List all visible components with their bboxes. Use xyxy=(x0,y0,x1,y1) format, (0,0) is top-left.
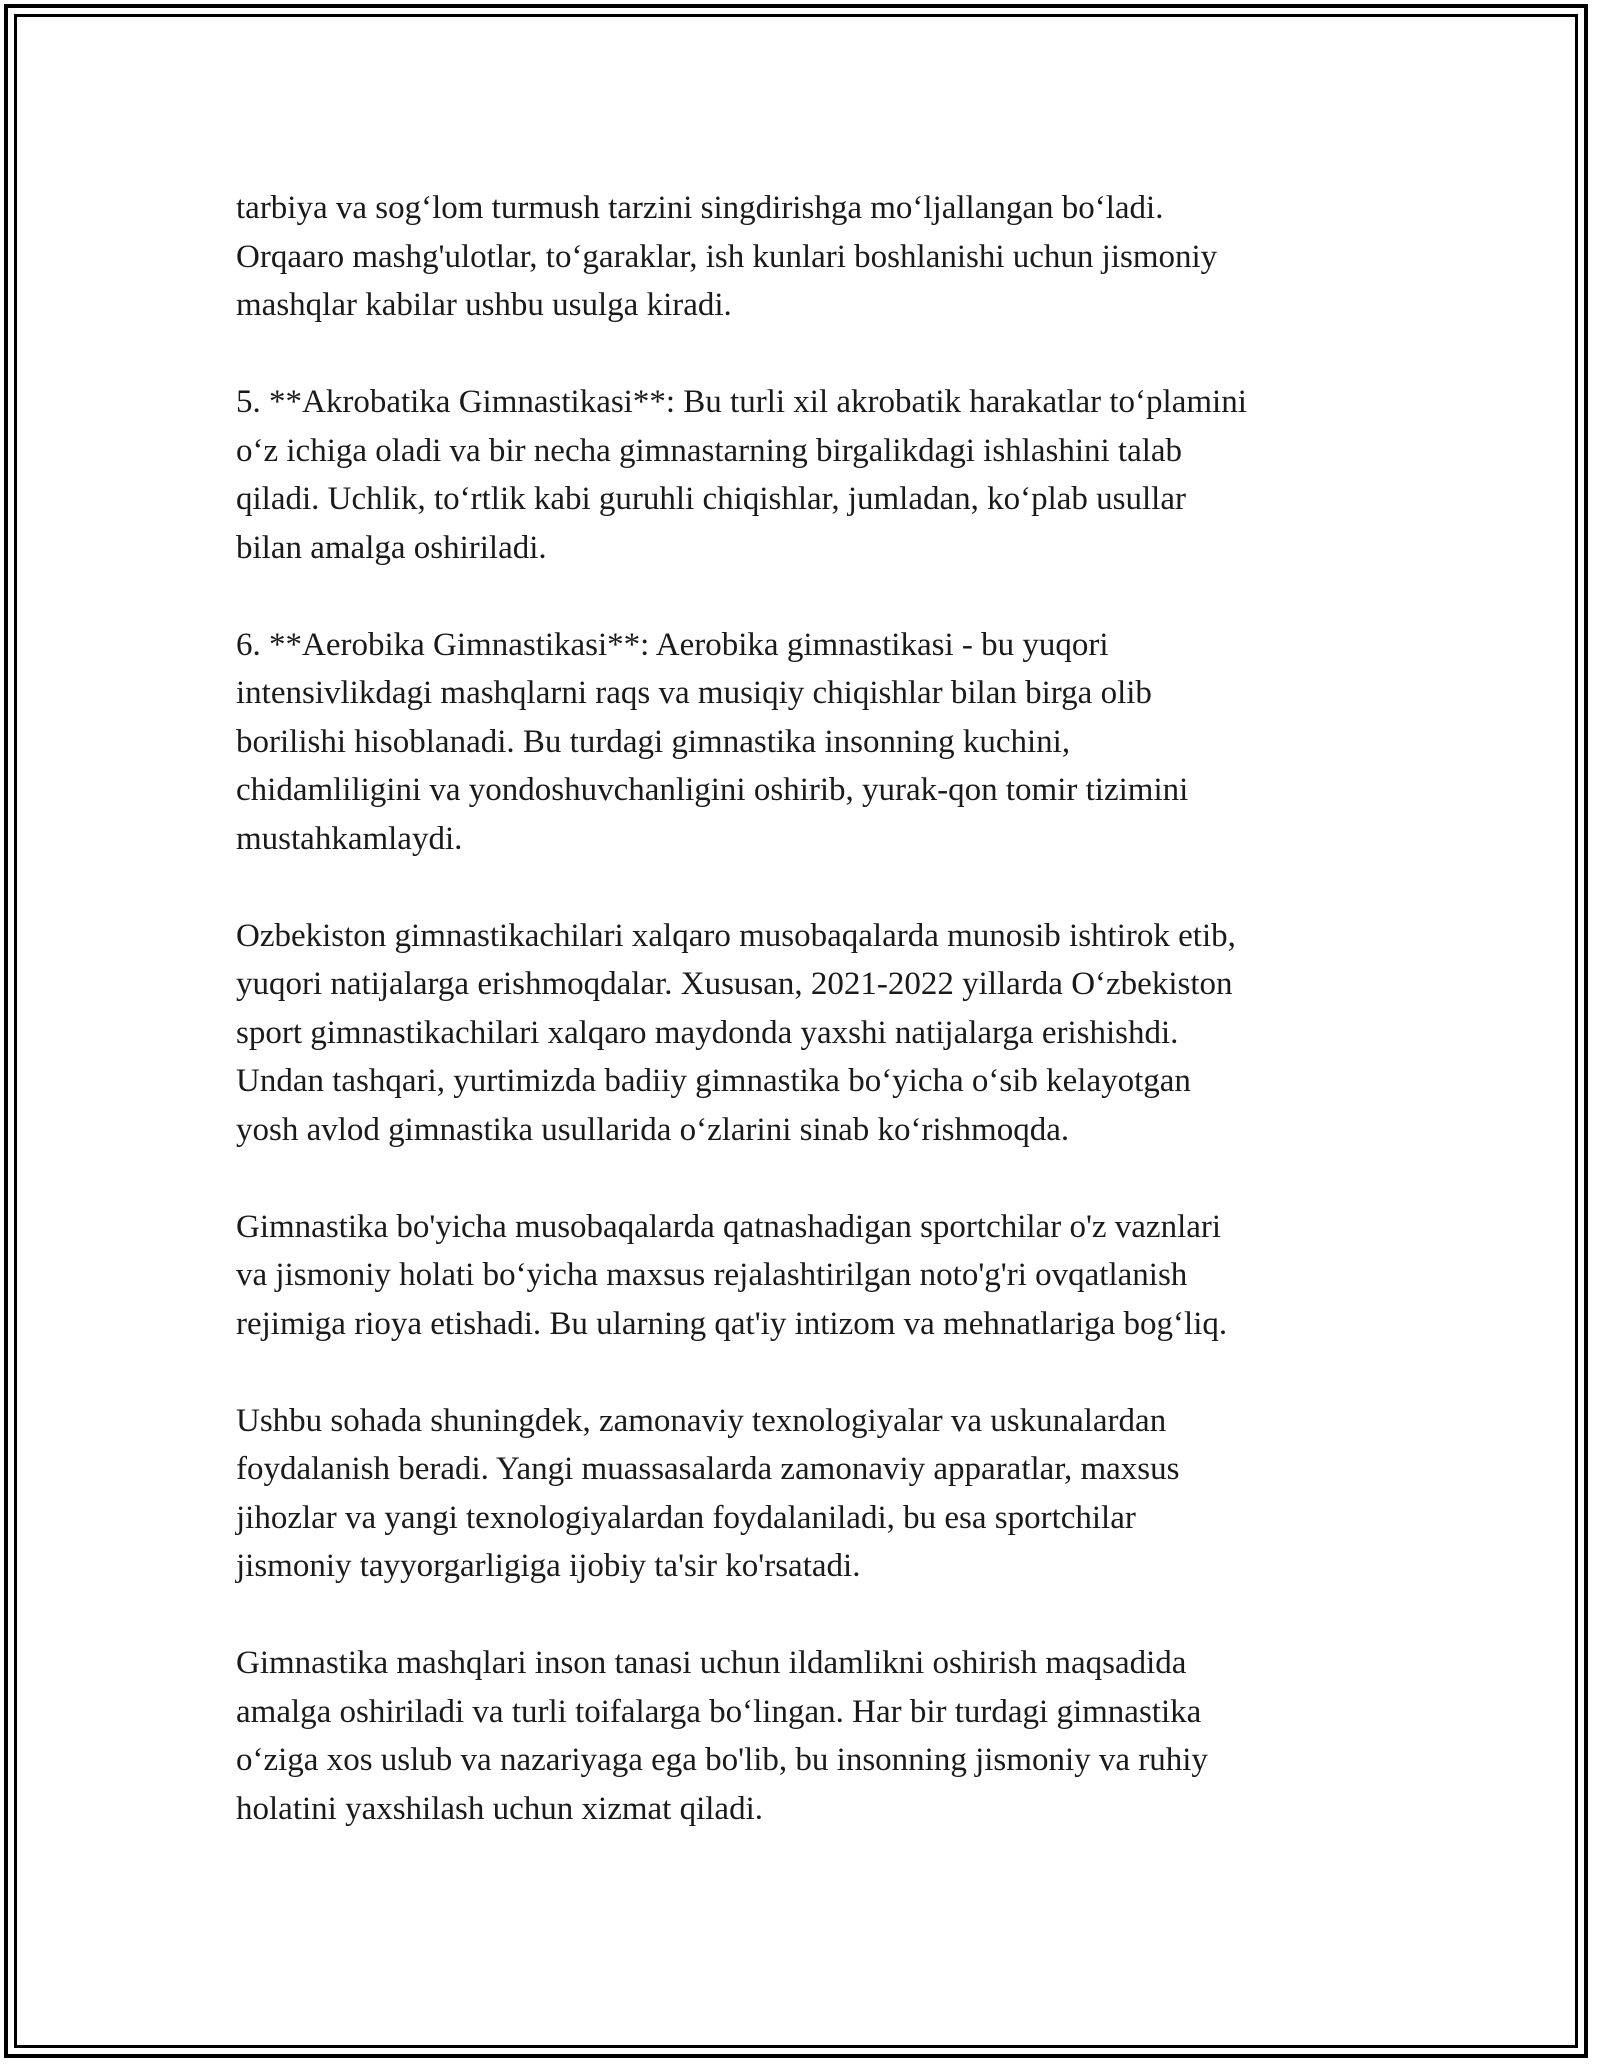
text-line: qiladi. Uchlik, to‘rtlik kabi guruhli chiqishlar, jumladan, ko‘plab usullar xyxy=(236,481,1186,517)
text-line: intensivlikdagi mashqlarni raqs va musiqiy chiqishlar bilan birga olib xyxy=(236,675,1152,711)
text-line: va jismoniy holati bo‘yicha maxsus rejalashtirilgan noto'g'ri ovqatlanish xyxy=(236,1257,1188,1293)
text-line: foydalanish beradi. Yangi muassasalarda zamonaviy apparatlar, maxsus xyxy=(236,1451,1180,1487)
document-body xyxy=(236,184,1366,1882)
text-line: 6. **Aerobika Gimnastikasi**: Aerobika gimnastikasi - bu yuqori xyxy=(236,626,1109,663)
text-line: borilishi hisoblanadi. Bu turdagi gimnastika insonning kuchini, xyxy=(236,723,1071,760)
text-line: rejimiga rioya etishadi. Bu ularning qat'iy intizom va mehnatlariga bog‘liq. xyxy=(236,1305,1228,1342)
paragraph xyxy=(236,1639,1366,1833)
text-line: o‘ziga xos uslub va nazariyaga ega bo'lib, bu insonning jismoniy va ruhiy xyxy=(236,1742,1208,1778)
text-line: bilan amalga oshiriladi. xyxy=(236,529,547,566)
text-line: holatini yaxshilash uchun xizmat qiladi. xyxy=(236,1790,763,1827)
text-line: amalga oshiriladi va turli toifalarga bo‘lingan. Har bir turdagi gimnastika xyxy=(236,1693,1202,1730)
text-line: Undan tashqari, yurtimizda badiiy gimnastika bo‘yicha o‘sib kelayotgan xyxy=(236,1063,1191,1099)
text-line: 5. **Akrobatika Gimnastikasi**: Bu turli xil akrobatik harakatlar to‘plamini xyxy=(236,384,1247,420)
text-line: sport gimnastikachilari xalqaro maydonda yaxshi natijalarga erishishdi. xyxy=(236,1014,1179,1051)
text-line: Gimnastika mashqlari inson tanasi uchun ildamlikni oshirish maqsadida xyxy=(236,1645,1187,1681)
text-line: yuqori natijalarga erishmoqdalar. Xususan, 2021-2022 yillarda O‘zbekiston xyxy=(236,966,1233,1002)
text-line: Orqaaro mashg'ulotlar, to‘garaklar, ish kunlari boshlanishi uchun jismoniy xyxy=(236,238,1218,275)
paragraph xyxy=(236,1203,1366,1349)
paragraph xyxy=(236,1397,1366,1591)
text-line: chidamliligini va yondoshuvchanligini oshirib, yurak-qon tomir tizimini xyxy=(236,772,1189,808)
text-line: jismoniy tayyorgarligiga ijobiy ta'sir ko'rsatadi. xyxy=(236,1548,861,1584)
text-line: jihozlar va yangi texnologiyalardan foydalaniladi, bu esa sportchilar xyxy=(236,1499,1136,1536)
paragraph-akrobatika xyxy=(236,378,1366,572)
text-line: o‘z ichiga oladi va bir necha gimnastarning birgalikdagi ishlashini talab xyxy=(236,432,1183,469)
paragraph xyxy=(236,184,1366,330)
text-line: mashqlar kabilar ushbu usulga kiradi. xyxy=(236,287,732,323)
text-line: mustahkamlaydi. xyxy=(236,820,463,857)
paragraph-aerobika xyxy=(236,621,1366,864)
text-line: Gimnastika bo'yicha musobaqalarda qatnashadigan sportchilar o'z vaznlari xyxy=(236,1208,1222,1245)
paragraph xyxy=(236,912,1366,1155)
text-line: Ozbekiston gimnastikachilari xalqaro musobaqalarda munosib ishtirok etib, xyxy=(236,917,1236,954)
text-line: Ushbu sohada shuningdek, zamonaviy texnologiyalar va uskunalardan xyxy=(236,1402,1167,1439)
text-line: tarbiya va sog‘lom turmush tarzini singdirishga mo‘ljallangan bo‘ladi. xyxy=(236,190,1164,226)
text-line: yosh avlod gimnastika usullarida o‘zlarini sinab ko‘rishmoqda. xyxy=(236,1111,1070,1148)
